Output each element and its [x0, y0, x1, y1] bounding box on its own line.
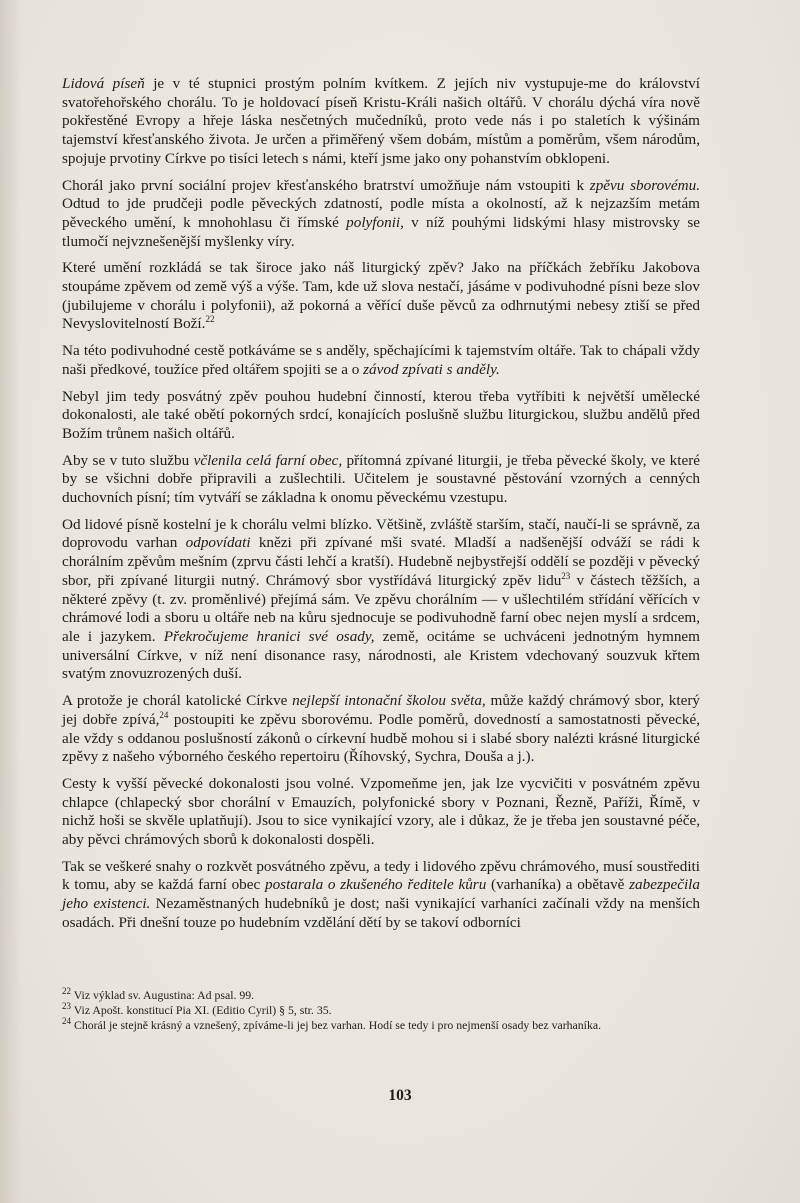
text-run: přítomná zpívané liturgii, je třeba pěvecké školy, ve které by se všichni dobře připravili a zušlechtili. Učitelem je soustavné pěstování vzorných a cenných duchovních písní; tím vytváří se základna k onomu pěveckému vzestupu.	[62, 451, 700, 507]
footnote-ref: 23	[561, 570, 571, 581]
text-run: knězi při zpívané mši svaté. Mladší a nadšenější odváží se rádi k chorálním zpěvům mešním (zprvu části lehčí a kratší). Hudebně nejbystřejší oddělí se později v pěvecký sbor, při zpívané liturgii nutný. Chrámový sbor vystřídává liturgický zpěv lidu	[62, 534, 700, 589]
footnote-number: 22	[62, 986, 71, 997]
paragraph	[62, 858, 700, 933]
paragraph	[62, 388, 700, 444]
page-spine-shadow	[0, 0, 22, 1203]
paragraph	[62, 452, 700, 508]
emphasis-text: polyfonii,	[346, 213, 404, 231]
footnote	[62, 1018, 700, 1033]
text-run: Chorál jako první sociální projev křesťanského bratrství umožňuje nám vstoupiti k	[62, 176, 590, 194]
text-run: v níž pouhými lidskými hlasy mistrovsky se tlumočí nejvznešenější myšlenky víry.	[62, 213, 700, 250]
paragraph	[62, 177, 700, 252]
paragraph	[62, 516, 700, 684]
text-run: Odtud to jde prudčeji podle pěveckých zdatností, podle místa a okolností, až k nejzazším metám pěveckého umění, k mnohohlasu či římské	[62, 195, 700, 231]
text-run: je v té stupnici prostým polním kvítkem. Z jejích niv vystupuje-me do království svatořehořského chorálu. To je holdovací píseň Kristu-Králi našich oltářů. V chorálu dýchá víra nově pokřestěné Evropy a hřeje láska nesčetných mučedníků, proto vede nás i po staletích k výšinám tajemství křesťanského života. Je určen a přiměřený všem dobám, místům a poměrům, všem národům, spojuje prvotiny Církve po tisíci letech s námi, kteří jsme jako ony pohanstvím obklopeni.	[62, 75, 701, 167]
text-run: v částech těžších, a některé zpěvy (t. zv. proměnlivé) přejímá sám. Ve zpěvu chorálním — v ušlechtilém střídání věřících v chrámové lodi a sboru u oltáře neb na kůru sjednocuje se podivuhodně farní obec nejen myslí a srdcem, ale i jazykem.	[62, 571, 700, 645]
footnote	[62, 988, 700, 1003]
text-run: Aby se v tuto službu	[62, 451, 194, 469]
text-run: (varhaníka) a obětavě	[486, 876, 630, 894]
paragraph	[62, 259, 700, 334]
text-run: Na této podivuhodné cestě potkáváme se s anděly, spěchajícími k tajemstvím oltáře. Tak to chápali vždy naši předkové, toužíce před oltářem spojiti se a o	[62, 342, 700, 378]
footnote-text: Viz výklad sv. Augustina: Ad psal. 99.	[71, 988, 255, 1002]
emphasis-text: zpěvu sborovému.	[589, 176, 701, 194]
text-run: Které umění rozkládá se tak široce jako náš liturgický zpěv? Jako na příčkách žebříku Jakobova stoupáme zpěvem od země výš a výše. Tam, kde už slova nestačí, jásáme v podivuhodné písni beze slov (jubilujeme v chorálu i polyfonii), až pokorná a věřící duše pěvců za odhrnutými nebesy ztiší se před Nevyslovitelností Boží.	[62, 259, 700, 333]
text-run: Od lidové písně kostelní je k chorálu velmi blízko. Většině, zvláště starším, stačí, naučí-li se správně, za doprovodu varhan	[62, 515, 700, 552]
footnote-text: Viz Apošt. konstitucí Pia XI. (Editio Cyril) § 5, str. 35.	[71, 1003, 332, 1018]
text-run: Cesty k vyšší pěvecké dokonalosti jsou volné. Vzpomeňme jen, jak lze vycvičiti v posvátném zpěvu chlapce (chlapecký sbor chorální v Emauzích, polyfonické sbory v Poznani, Řezně, Paříži, Římě, v nichž hoši se skvěle uplatňují). Jsou to sice vynikající vzory, ale i důkaz, že je třeba jen soustavné péče, aby pěvci chrámových sborů k dokonalosti dospěli.	[62, 774, 700, 849]
footnote-ref: 24	[159, 709, 169, 720]
emphasis-text: Překročujeme hranici své osady,	[163, 627, 375, 645]
emphasis-text: Lidová píseň	[62, 75, 145, 92]
text-run: Nebyl jim tedy posvátný zpěv pouhou hudební činností, kterou třeba vytříbiti k největší umělecké dokonalosti, ale také obětí pokorných srdcí, konajících poslušně službu liturgickou, službu andělů před Božím trůnem našich oltářů.	[62, 387, 700, 442]
emphasis-text: včlenila celá farní obec,	[193, 451, 343, 469]
footnote-text: Chorál je stejně krásný a vznešený, zpíváme-li jej bez varhan. Hodí se tedy i pro nejmenší osady bez varhaníka.	[71, 1018, 602, 1033]
paragraph	[62, 75, 700, 169]
page-number: 103	[388, 1087, 412, 1104]
footnote	[62, 1003, 700, 1018]
emphasis-text: závod zpívati s anděly.	[363, 360, 500, 378]
emphasis-text: odpovídati	[185, 534, 251, 552]
emphasis-text: postarala o zkušeného ředitele kůru	[264, 876, 487, 894]
emphasis-text: nejlepší intonační školou světa,	[292, 692, 486, 710]
paragraph	[62, 775, 700, 850]
text-run: A protože je chorál katolické Církve	[62, 692, 293, 710]
body-text	[62, 75, 700, 941]
paragraph	[62, 692, 700, 767]
footnote-number: 23	[62, 1001, 71, 1012]
footnotes	[62, 988, 700, 1034]
text-run: postoupiti ke zpěvu sborovému. Podle poměrů, dovedností a samostatnosti pěvecké, ale vždy s oddanou poslušností zákonů o církevní hudbě mohou si i slabé sbory nalézti krásné liturgické zpěvy z našeho výborného českého repertoiru (Říhovský, Sychra, Douša a j.).	[62, 710, 700, 766]
footnote-ref: 22	[205, 314, 215, 325]
emphasis-text: zabezpečila jeho existenci.	[62, 876, 700, 913]
text-run: Tak se veškeré snahy o rozkvět posvátného zpěvu, a tedy i lidového zpěvu chrámového, musí soustřediti k tomu, aby se každá farní obec	[62, 857, 700, 894]
text-run: může každý chrámový sbor, který jej dobře zpívá,	[62, 692, 700, 728]
text-run: Nezaměstnaných hudebníků je dost; naši vynikající varhaníci začínali vždy na menších osadách. Při dnešní touze po hudebním vzdělání dětí by se takoví odborníci	[62, 895, 700, 931]
text-run: země, ocitáme se uchváceni jednotným hymnem universální Církve, v níž není disonance rasy, národnosti, ale Kristem vdechovaný souzvuk křtem svatým znovuzrozených duší.	[62, 627, 700, 683]
footnote-number: 24	[62, 1016, 71, 1027]
paragraph	[62, 342, 700, 379]
